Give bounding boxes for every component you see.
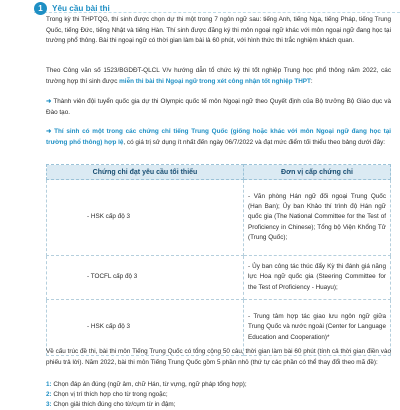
list-item xyxy=(46,400,391,410)
intro-paragraph: Trong kỳ thi THPTQG, thí sinh được chọn dự thi một trong 7 ngôn ngữ sau: tiếng Anh, tiếng Nga, tiếng Pháp, tiếng Trung Quốc, tiếng Đức, tiếng Nhật và tiếng Hàn. Thí sinh được đăng ký thi môn ngoại ngữ khác với môn ngoại ngữ đang học tại trường phổ thông. Bài thi ngoại ngữ có thời gian làm bài là 60 phút, với hình thức thi trắc nghiệm khách quan. xyxy=(46,16,391,44)
table-header-row xyxy=(47,165,391,180)
list-item-number: 1: xyxy=(46,381,52,388)
cert-cell: - HSK cấp độ 3 xyxy=(47,180,244,256)
list-item-text: Chọn giải thích đúng cho từ/cụm từ in đậm; xyxy=(53,401,176,408)
cert-cell: - TOCFL cấp độ 3 xyxy=(47,256,244,300)
table-row xyxy=(47,180,391,256)
column-header-cert: Chứng chỉ đạt yêu cầu tối thiểu xyxy=(47,165,244,180)
certificate-table xyxy=(46,164,391,356)
column-header-issuer: Đơn vị cấp chứng chỉ xyxy=(244,165,391,180)
certificate-highlight: Thí sinh có một trong các chứng chỉ tiếng Trung Quốc (giống hoặc khác với môn Ngoại ngữ đang học tại trường phổ thông) hợp lệ xyxy=(46,128,392,146)
bullet-olympic xyxy=(46,97,391,118)
section-header xyxy=(34,1,110,15)
exemption-text: Theo Công văn số 1523/BGDĐT-QLCL V/v hướng dẫn tổ chức kỳ thi tốt nghiệp Trung học phổ thông năm 2022, các trường hợp thí sinh được xyxy=(46,67,391,85)
list-item-number: 2: xyxy=(46,391,52,398)
issuer-cell: - Trung tâm hợp tác giao lưu ngôn ngữ giữa Trung Quốc và nước ngoài (Center for Language Education and Cooperation)* xyxy=(244,300,391,356)
table-row xyxy=(47,256,391,300)
structure-paragraph: Về cấu trúc đề thi, bài thi môn Tiếng Trung Quốc có tổng cộng 50 câu, thời gian làm bài 60 phút (tính cả thời gian điền vào phiếu trả lời). Năm 2022, bài thi môn Tiếng Trung Quốc gồm 5 phần nhỏ (thứ tự các phần có thể thay đổi theo mã đề): xyxy=(46,348,391,366)
section-number-badge: 1 xyxy=(34,2,47,15)
issuer-cell: - Văn phòng Hán ngữ đối ngoại Trung Quốc (Han Ban); Ủy ban Khảo thí trình độ Hán ngữ quốc gia (The National Committee for the Test of Proficiency in Chinese); Tổng bộ Viện Khổng Tử (Trung Quốc); xyxy=(244,180,391,256)
exemption-colon: : xyxy=(310,77,313,85)
list-item xyxy=(46,390,391,400)
list-item-text: Chọn vị trí thích hợp cho từ trong ngoặc; xyxy=(53,391,168,398)
cert-cell: - HSK cấp độ 3 xyxy=(47,300,244,356)
list-item-text: Chọn đáp án đúng (ngữ âm, chữ Hán, từ vựng, ngữ pháp tổng hợp); xyxy=(53,381,247,388)
arrow-right-icon: ➜ xyxy=(46,98,52,105)
section-title: Yêu cầu bài thi xyxy=(52,3,110,13)
certificate-text: , có giá trị sử dụng ít nhất đến ngày 06/7/2022 và đạt mức điểm tối thiểu theo bảng dưới đây: xyxy=(123,138,386,146)
arrow-right-icon: ➜ xyxy=(46,128,52,135)
exemption-paragraph xyxy=(46,66,391,87)
list-item xyxy=(46,380,391,390)
exemption-highlight: miễn thi bài thi Ngoại ngữ trong xét công nhận tốt nghiệp THPT xyxy=(119,77,311,85)
list-item-number: 3: xyxy=(46,401,52,408)
bullet-certificate xyxy=(46,127,391,148)
issuer-cell: - Ủy ban công tác thúc đẩy Kỳ thi đánh giá năng lực Hoa ngữ quốc gia (Steering Committee for the Test of Proficiency - Huayu); xyxy=(244,256,391,300)
bullet-olympic-text: Thành viên đội tuyển quốc gia dự thi Olympic quốc tế môn Ngoại ngữ theo Quyết định của Bộ trưởng Bộ Giáo dục và Đào tạo. xyxy=(46,98,391,116)
